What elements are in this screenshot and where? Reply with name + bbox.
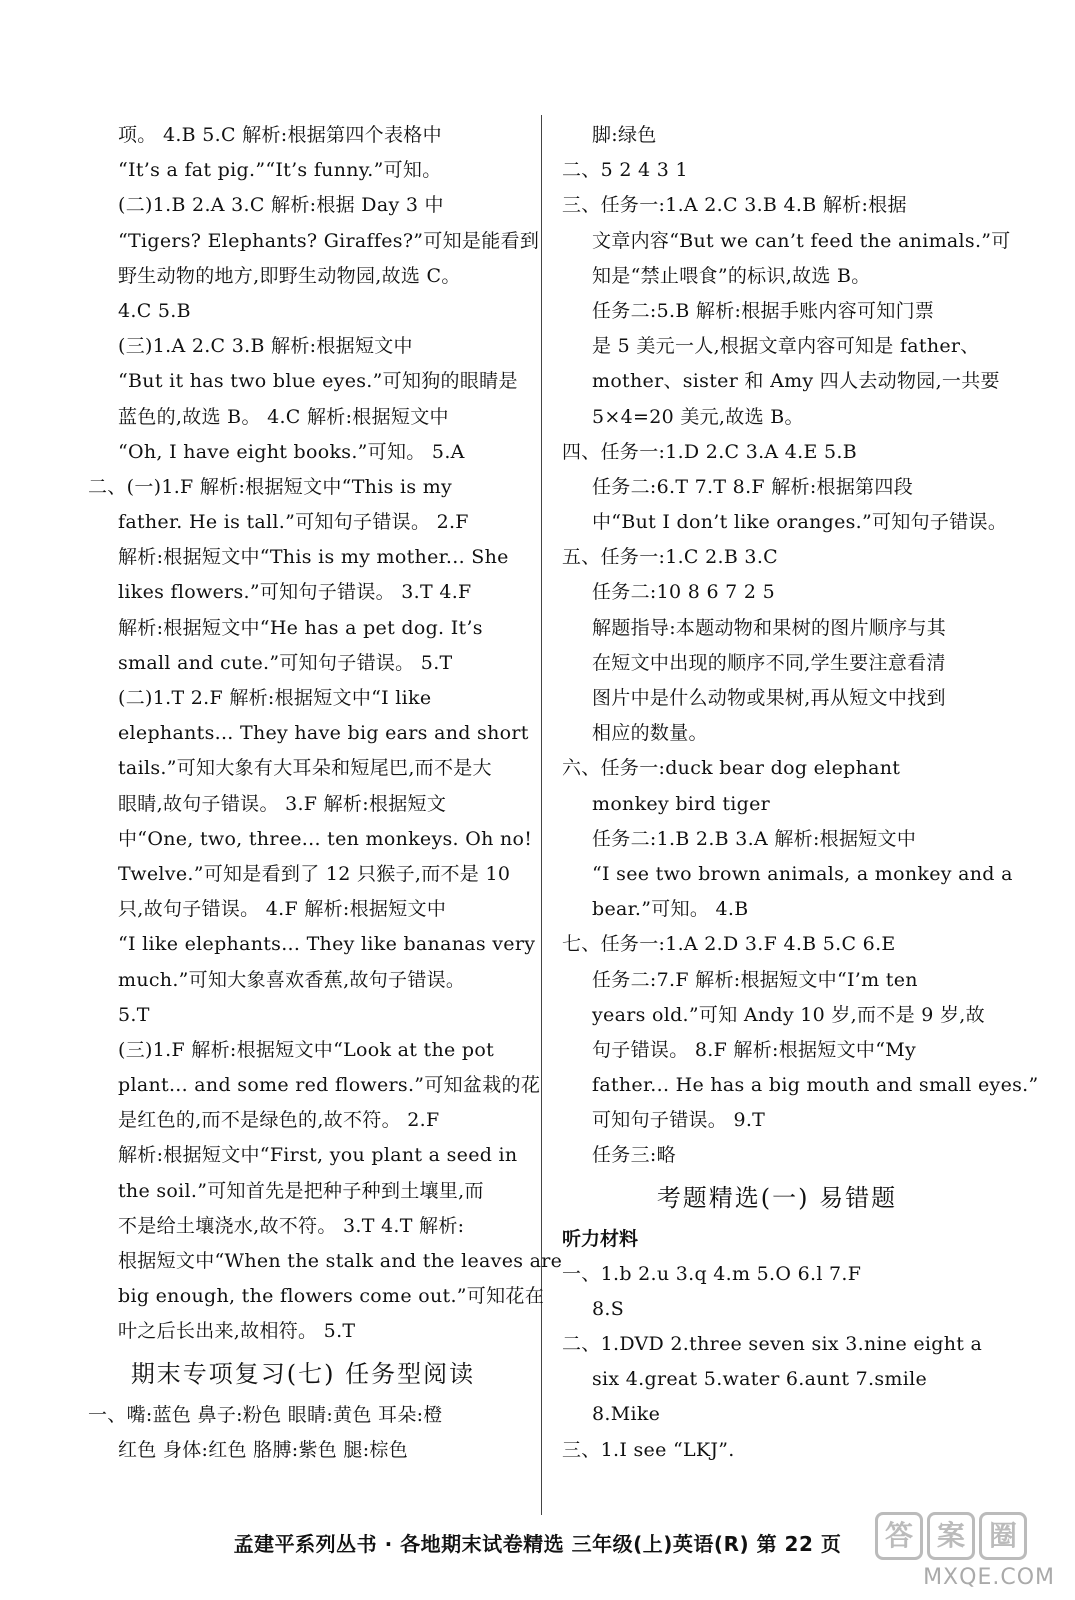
text-line: 5×4=20 美元,故选 B。: [592, 405, 804, 428]
watermark-char: 答: [875, 1512, 923, 1560]
section-title-left: 期末专项复习(七) 任务型阅读: [130, 1359, 476, 1388]
text-line: elephants... They have big ears and short: [118, 722, 529, 745]
text-line: 解析:根据短文中“He has a pet dog. It’s: [118, 616, 483, 639]
text-line: likes flowers.”可知句子错误。 3.T 4.F: [118, 581, 472, 604]
text-line: tails.”可知大象有大耳朵和短尾巴,而不是大: [118, 757, 492, 780]
text-line: 眼睛,故句子错误。 3.F 解析:根据短文: [118, 792, 447, 815]
text-line: 脚:绿色: [592, 124, 657, 146]
text-line: 任务二:1.B 2.B 3.A 解析:根据短文中: [592, 827, 917, 850]
text-line: 三、任务一:1.A 2.C 3.B 4.B 解析:根据: [562, 194, 907, 217]
text-line: 句子错误。 8.F 解析:根据短文中“My: [592, 1038, 916, 1061]
text-line: 二、1.DVD 2.three seven six 3.nine eight a: [562, 1333, 983, 1355]
text-line: 图片中是什么动物或果树,再从短文中找到: [592, 687, 946, 709]
watermark-char: 圈: [979, 1512, 1027, 1560]
text-line: 四、任务一:1.D 2.C 3.A 4.E 5.B: [562, 440, 858, 463]
text-line: (三)1.F 解析:根据短文中“Look at the pot: [118, 1038, 495, 1061]
text-line: 不是给土壤浇水,故不符。 3.T 4.T 解析:: [118, 1214, 465, 1237]
watermark-url: MXQE.COM: [923, 1565, 1055, 1590]
text-line: bear.”可知。 4.B: [592, 898, 749, 921]
text-line: 中“But I don’t like oranges.”可知句子错误。: [592, 511, 1008, 534]
text-line: 根据短文中“When the stalk and the leaves are: [118, 1250, 563, 1272]
text-line: 知是“禁止喂食”的标识,故选 B。: [592, 264, 871, 287]
right-column: [562, 118, 1039, 1468]
listening-material-heading: 听力材料: [562, 1227, 639, 1250]
text-line: 8.S: [592, 1297, 625, 1320]
text-line: 红色 身体:红色 胳膊:紫色 腿:棕色: [118, 1438, 409, 1461]
text-line: 二、(一)1.F 解析:根据短文中“This is my: [88, 475, 453, 498]
text-line: “But it has two blue eyes.”可知狗的眼睛是: [118, 370, 518, 393]
section-title-right: 考题精选(一) 易错题: [656, 1183, 898, 1212]
text-line: much.”可知大象喜欢香蕉,故句子错误。: [118, 968, 466, 991]
text-line: 可知句子错误。 9.T: [592, 1109, 766, 1132]
text-line: the soil.”可知首先是把种子种到土壤里,而: [118, 1179, 484, 1202]
text-line: (三)1.A 2.C 3.B 解析:根据短文中: [118, 335, 413, 358]
right-answer-lines: [562, 118, 1039, 1174]
text-line: 叶之后长出来,故相符。 5.T: [118, 1320, 356, 1343]
text-line: 三、1.I see “LKJ”.: [562, 1438, 735, 1461]
text-line: mother、sister 和 Amy 四人去动物园,一共要: [592, 370, 1000, 393]
text-line: 相应的数量。: [592, 722, 708, 745]
text-line: years old.”可知 Andy 10 岁,而不是 9 岁,故: [592, 1003, 985, 1026]
text-line: “It’s a fat pig.”“It’s funny.”可知。: [118, 159, 442, 182]
text-line: 文章内容“But we can’t feed the animals.”可: [592, 229, 1011, 252]
text-line: (二)1.B 2.A 3.C 解析:根据 Day 3 中: [118, 194, 444, 217]
text-line: 是 5 美元一人,根据文章内容可知是 father、: [592, 335, 980, 358]
text-line: Twelve.”可知是看到了 12 只猴子,而不是 10: [118, 862, 511, 885]
text-line: 野生动物的地方,即野生动物园,故选 C。: [118, 264, 461, 287]
right-tail-lines: [562, 1257, 992, 1468]
text-line: 一、1.b 2.u 3.q 4.m 5.O 6.l 7.F: [562, 1262, 862, 1285]
text-line: “I see two brown animals, a monkey and a: [592, 862, 1013, 885]
text-line: 解题指导:本题动物和果树的图片顺序与其: [592, 616, 947, 639]
text-line: six 4.great 5.water 6.aunt 7.smile: [592, 1368, 928, 1391]
text-line: 六、任务一:duck bear dog elephant: [562, 757, 901, 780]
text-line: 任务二:7.F 解析:根据短文中“I’m ten: [592, 968, 918, 991]
text-line: 一、嘴:蓝色 鼻子:粉色 眼睛:黄色 耳朵:橙: [88, 1403, 443, 1426]
text-line: 五、任务一:1.C 2.B 3.C: [562, 546, 779, 569]
text-line: 任务二:5.B 解析:根据手账内容可知门票: [592, 299, 935, 322]
text-line: “I like elephants... They like bananas very: [118, 933, 536, 956]
text-line: “Tigers? Elephants? Giraffes?”可知是能看到: [118, 229, 540, 252]
left-answer-lines: [88, 118, 563, 1350]
text-line: 二、5 2 4 3 1: [562, 159, 688, 182]
text-line: 4.C 5.B: [118, 299, 191, 322]
text-line: monkey bird tiger: [592, 792, 771, 815]
text-line: 解析:根据短文中“This is my mother... She: [118, 546, 509, 569]
text-line: 在短文中出现的顺序不同,学生要注意看清: [592, 651, 946, 674]
text-line: “Oh, I have eight books.”可知。 5.A: [118, 440, 465, 463]
text-line: 只,故句子错误。 4.F 解析:根据短文中: [118, 898, 447, 921]
left-column: [88, 118, 563, 1468]
text-line: 是红色的,而不是绿色的,故不符。 2.F: [118, 1109, 440, 1132]
text-line: 任务二:10 8 6 7 2 5: [592, 581, 776, 604]
text-line: plant... and some red flowers.”可知盆栽的花: [118, 1074, 541, 1097]
text-line: 任务二:6.T 7.T 8.F 解析:根据第四段: [592, 475, 914, 498]
text-line: 解析:根据短文中“First, you plant a seed in: [118, 1144, 518, 1167]
text-line: 蓝色的,故选 B。 4.C 解析:根据短文中: [118, 405, 449, 428]
watermark-logo: [855, 1512, 1055, 1592]
watermark-char: 案: [927, 1512, 975, 1560]
left-tail-lines: [88, 1398, 518, 1468]
text-line: big enough, the flowers come out.”可知花在: [118, 1285, 545, 1308]
page-footer: 孟建平系列丛书 · 各地期末试卷精选 三年级(上)英语(R) 第 22 页: [233, 1532, 842, 1556]
text-line: 中“One, two, three... ten monkeys. Oh no!: [118, 827, 533, 850]
text-line: 5.T: [118, 1003, 150, 1026]
text-line: 8.Mike: [592, 1403, 661, 1426]
text-line: father... He has a big mouth and small eyes.”: [592, 1074, 1039, 1097]
text-line: 七、任务一:1.A 2.D 3.F 4.B 5.C 6.E: [562, 933, 896, 956]
text-line: 任务三:略: [592, 1144, 676, 1167]
text-line: father. He is tall.”可知句子错误。 2.F: [118, 511, 469, 534]
text-line: small and cute.”可知句子错误。 5.T: [118, 651, 453, 674]
text-line: 项。 4.B 5.C 解析:根据第四个表格中: [118, 124, 442, 146]
text-line: (二)1.T 2.F 解析:根据短文中“I like: [118, 687, 432, 709]
